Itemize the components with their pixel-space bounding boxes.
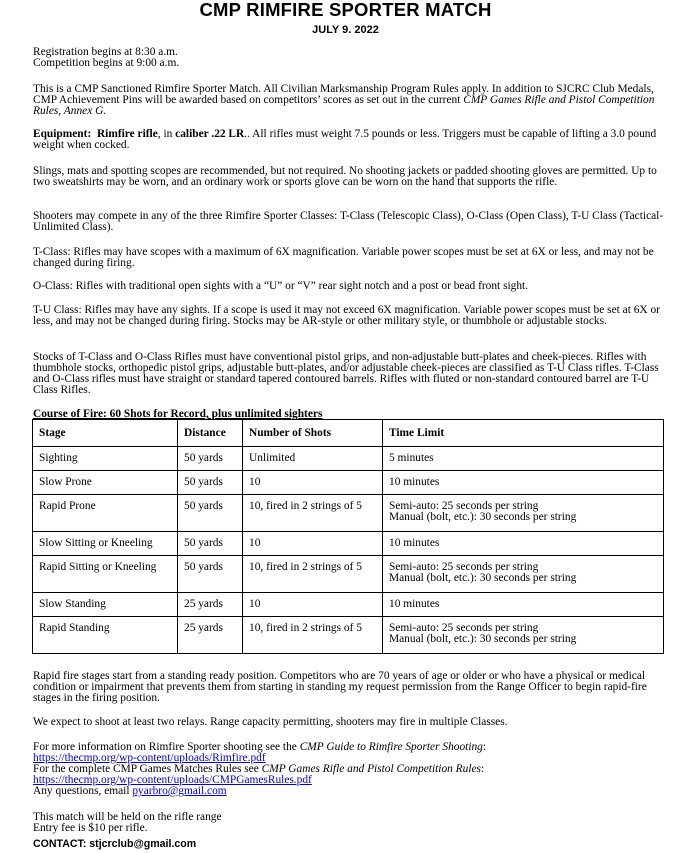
contact-line: CONTACT: stjcrclub@gmail.com — [33, 838, 197, 850]
info-rules-title: CMP Games Rifle and Pistol Competition Rules — [261, 763, 481, 775]
equipment-mid: , in — [157, 128, 176, 140]
time-limit-manual: Manual (bolt, etc.): 30 seconds per string — [389, 572, 577, 584]
distance-cell: 25 yards — [178, 617, 243, 654]
time-cell — [383, 617, 664, 654]
distance-cell: 50 yards — [178, 471, 243, 495]
relays-paragraph: We expect to shoot at least two relays. Range capacity permitting, shooters may fire in multiple Classes. — [33, 716, 508, 728]
rapid-fire-paragraph: Rapid fire stages start from a standing ready position. Competitors who are 70 years of age or older or who have a physical or medical condition or impairment that prevents them from starting in standing my request permission from the Range Officer to begin rapid-fire stages in the firing position. — [33, 670, 647, 704]
table-row — [33, 447, 664, 471]
stage-cell: Rapid Prone — [33, 495, 178, 532]
time-limit-manual: Manual (bolt, etc.): 30 seconds per string — [389, 511, 577, 523]
info-block — [33, 742, 665, 797]
tuclass-paragraph: T-U Class: Rifles may have any sights. If a scope is used it may not exceed 6X magnification. Variable power scopes must be set at 6X or less, and may not be changed during firing. Stocks may be AR-style or other military style, or thumbhole or adjustable stocks. — [33, 304, 660, 327]
intro-paragraph — [33, 84, 665, 117]
time-cell — [383, 495, 664, 532]
page-title: CMP RIMFIRE SPORTER MATCH — [199, 0, 492, 20]
equipment-rest: .. All rifles must weight 7.5 pounds or less. Triggers must be capable of lifting a 3.0 pound weight when cocked. — [33, 128, 657, 151]
oclass-paragraph: O-Class: Rifles with traditional open sights with a “U” or “V” rear sight notch and a post or bead front sight. — [33, 280, 529, 292]
match-date: JULY 9. 2022 — [312, 24, 379, 36]
registration-text: Registration begins at 8:30 a.m. — [33, 46, 178, 58]
schedule — [33, 47, 665, 69]
rimfire-guide-link[interactable]: https://thecmp.org/wp-content/uploads/Rimfire.pdf — [33, 752, 266, 764]
equipment-rifle: Rimfire rifle — [96, 128, 158, 140]
equipment-caliber: caliber .22 LR — [175, 128, 245, 140]
intro-rules-reference: CMP Games Rifle and Pistol Competition Rules, Annex G. — [33, 94, 655, 117]
time-limit-semi: Semi-auto: 25 seconds per string — [389, 622, 539, 634]
stage-cell: Slow Prone — [33, 471, 178, 495]
classes-paragraph: Shooters may compete in any of the three Rimfire Sporter Classes: T-Class (Telescopic Class), O-Class (Open Class), T-U Class (Tactical-Unlimited Class). — [33, 210, 664, 233]
games-rules-link[interactable]: https://thecmp.org/wp-content/uploads/CMPGamesRules.pdf — [33, 774, 312, 786]
time-limit-semi: Semi-auto: 25 seconds per string — [389, 561, 539, 573]
shots-cell: 10, fired in 2 strings of 5 — [243, 556, 383, 593]
slings-paragraph: Slings, mats and spotting scopes are recommended, but not required. No shooting jackets or padded shooting gloves are permitted. Up to two sweatshirts may be worn, and an ordinary work or sports glove can be worn on the hand that supports the rifle. — [33, 165, 657, 188]
info-rules-text: For the complete CMP Games Matches Rules see — [33, 763, 262, 775]
course-of-fire-table — [32, 419, 664, 654]
stage-cell: Sighting — [33, 447, 178, 471]
info-rules-colon: : — [480, 763, 485, 775]
time-cell — [383, 556, 664, 593]
shots-cell: 10 — [243, 593, 383, 617]
distance-cell: 50 yards — [178, 556, 243, 593]
equipment-label: Equipment: — [33, 128, 92, 140]
stocks-paragraph: Stocks of T-Class and O-Class Rifles must have conventional pistol grips, and non-adjustable butt-plates and cheek-pieces. Rifles with thumbhole stocks, orthopedic pistol grips, adjustable butt-plates, and/or adjustable cheek-pieces are classified as T-U Class rifles. T-Class and O-Class rifles must have straight or standard tapered contoured barrels. Rifles with fluted or non-standard contoured barrel are T-U Class Rifles. — [33, 351, 659, 396]
time-cell — [383, 447, 664, 471]
header-shots: Number of Shots — [243, 420, 383, 447]
header-time-limit: Time Limit — [383, 420, 664, 447]
info-rimfire-text: For more information on Rimfire Sporter shooting see the — [33, 741, 300, 753]
table-row — [33, 617, 664, 654]
info-rimfire-guide: CMP Guide to Rimfire Sporter Shooting — [299, 741, 483, 753]
distance-cell: 50 yards — [178, 447, 243, 471]
header-stage: Stage — [33, 420, 178, 447]
competition-text: Competition begins at 9:00 a.m. — [33, 57, 180, 69]
questions-line — [33, 786, 665, 797]
course-of-fire-heading: Course of Fire: 60 Shots for Record, plus unlimited sighters — [33, 408, 323, 420]
time-cell — [383, 532, 664, 556]
table-row — [33, 471, 664, 495]
table-row — [33, 593, 664, 617]
distance-cell: 50 yards — [178, 532, 243, 556]
shots-cell: 10, fired in 2 strings of 5 — [243, 495, 383, 532]
closing-block — [33, 812, 665, 834]
shots-cell: 10 — [243, 532, 383, 556]
time-limit-semi: Semi-auto: 25 seconds per string — [389, 500, 539, 512]
info-rimfire-colon: : — [482, 741, 487, 753]
shots-cell: Unlimited — [243, 447, 383, 471]
distance-cell: 25 yards — [178, 593, 243, 617]
table-row — [33, 495, 664, 532]
time-limit-line: 10 minutes — [389, 537, 440, 549]
stage-cell: Slow Sitting or Kneeling — [33, 532, 178, 556]
stage-cell: Slow Standing — [33, 593, 178, 617]
table-row — [33, 556, 664, 593]
time-limit-line: 5 minutes — [389, 452, 434, 464]
entry-fee: Entry fee is $10 per rifle. — [33, 822, 148, 834]
email-link[interactable]: pyarbro@gmail.com — [132, 785, 227, 797]
time-cell — [383, 593, 664, 617]
equipment-paragraph — [33, 129, 665, 151]
time-limit-manual: Manual (bolt, etc.): 30 seconds per string — [389, 633, 577, 645]
shots-cell: 10, fired in 2 strings of 5 — [243, 617, 383, 654]
header-distance: Distance — [178, 420, 243, 447]
distance-cell: 50 yards — [178, 495, 243, 532]
questions-text: Any questions, email — [33, 785, 133, 797]
tclass-paragraph: T-Class: Rifles may have scopes with a maximum of 6X magnification. Variable power scopes must be set at 6X or less, and may not be changed during firing. — [33, 246, 654, 269]
stage-cell: Rapid Sitting or Kneeling — [33, 556, 178, 593]
time-cell — [383, 471, 664, 495]
stage-cell: Rapid Standing — [33, 617, 178, 654]
table-header-row — [33, 420, 664, 447]
time-limit-line: 10 minutes — [389, 476, 440, 488]
intro-text: This is a CMP Sanctioned Rimfire Sporter Match. All Civilian Marksmanship Program Rules apply. In addition to SJCRC Club Medals, CMP Achievement Pins will be awarded based on competitors’ scores as set out in the current — [33, 83, 654, 106]
table-row — [33, 532, 664, 556]
shots-cell: 10 — [243, 471, 383, 495]
time-limit-line: 10 minutes — [389, 598, 440, 610]
range-location: This match will be held on the rifle range — [33, 811, 222, 823]
